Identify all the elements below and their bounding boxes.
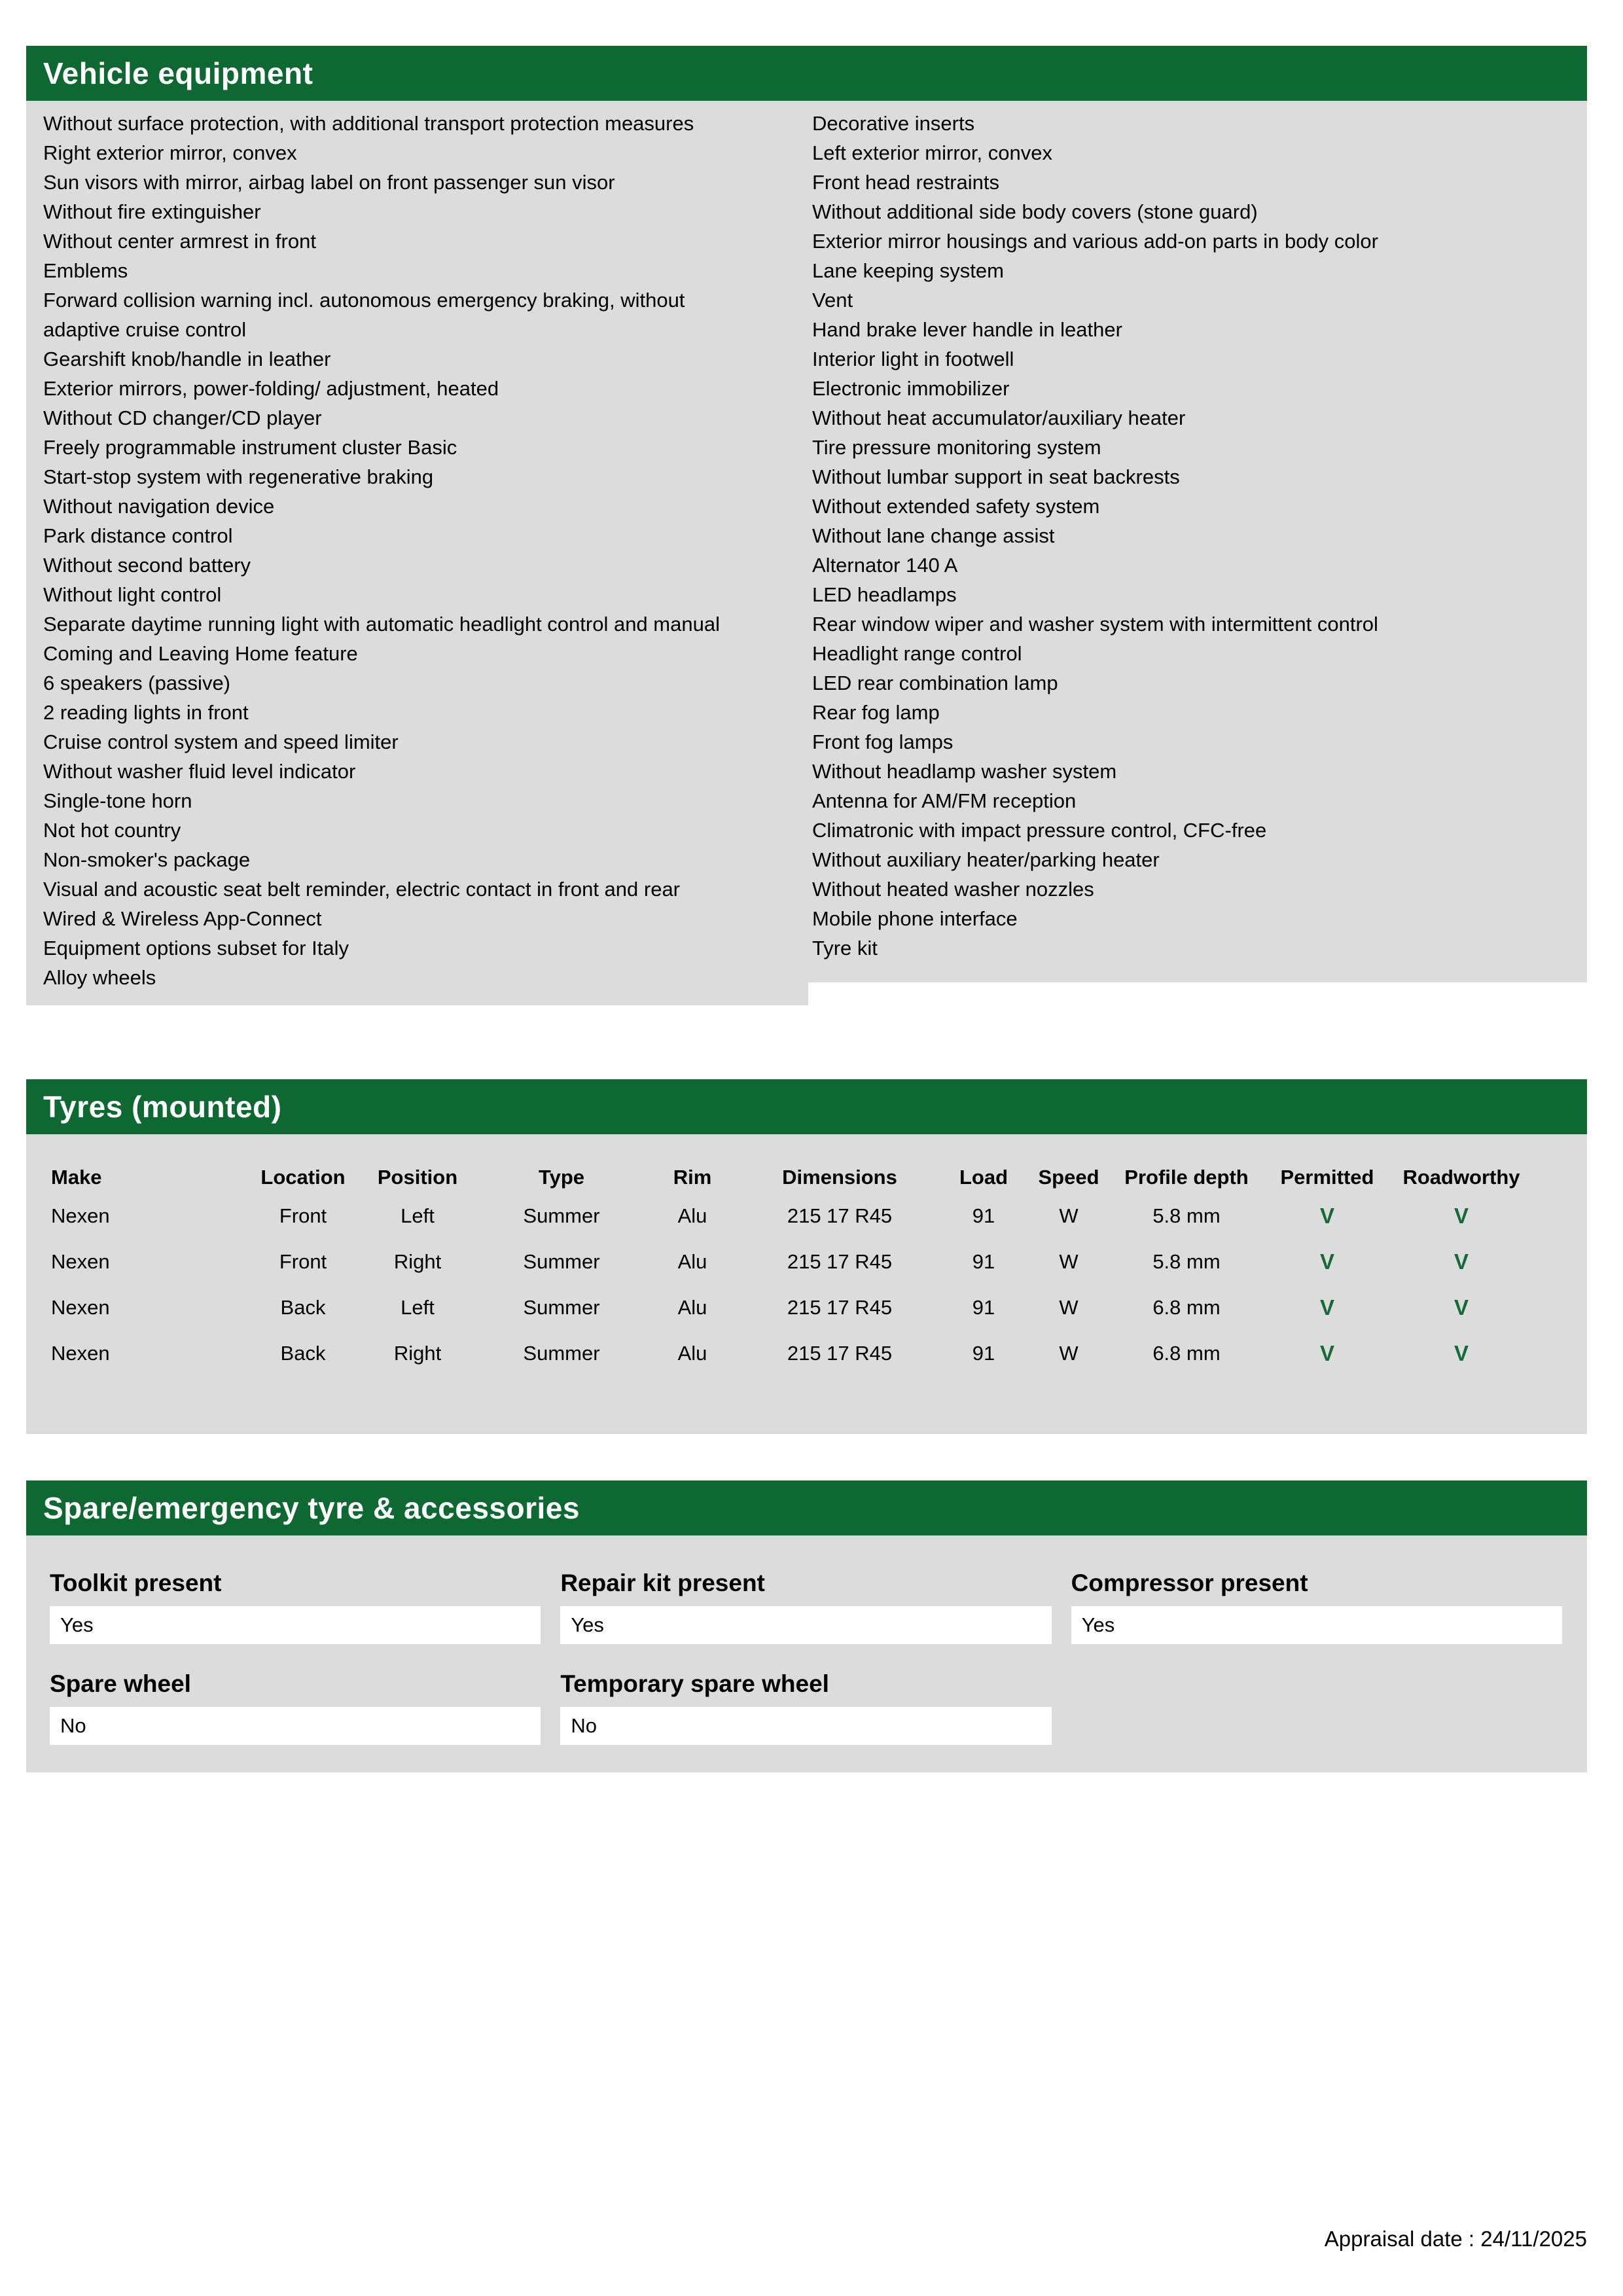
spare-field-value-box: No: [560, 1707, 1051, 1745]
spare-field: [50, 1570, 541, 1644]
equipment-item: 6 speakers (passive): [43, 672, 231, 694]
equipment-item: Non-smoker's package: [43, 848, 251, 871]
tyre-type-cell: Summer: [523, 1250, 600, 1273]
equipment-item: Decorative inserts: [812, 112, 975, 135]
spare-field-value-box: Yes: [560, 1606, 1051, 1644]
equipment-item: Antenna for AM/FM reception: [812, 789, 1077, 812]
spare-section-title: Spare/emergency tyre & accessories: [43, 1491, 580, 1525]
tyre-dimensions-cell: 215 17 R45: [787, 1296, 893, 1319]
tyre-load-cell: 91: [972, 1342, 995, 1365]
tyres-table-row: [51, 1285, 1530, 1331]
spare-field: [50, 1670, 541, 1745]
spare-section-header: [26, 1480, 1587, 1535]
tyre-rim-cell: Alu: [677, 1250, 707, 1273]
tyre-dimensions-cell: 215 17 R45: [787, 1204, 893, 1227]
tyre-make-cell: Nexen: [51, 1250, 110, 1273]
equipment-item: Without surface protection, with additional transport protection measures: [43, 112, 694, 135]
roadworthy-check-mark: V: [1454, 1204, 1469, 1228]
equipment-item: Without lumbar support in seat backrests: [812, 465, 1180, 488]
tyres-column-header-dimensions: Dimensions: [782, 1166, 897, 1189]
tyre-speed-cell: W: [1059, 1204, 1079, 1227]
tyre-load-cell: 91: [972, 1250, 995, 1273]
tyre-speed-cell: W: [1059, 1296, 1079, 1319]
equipment-item: Equipment options subset for Italy: [43, 937, 349, 960]
equipment-item: Cruise control system and speed limiter: [43, 730, 399, 753]
section-spare-emergency-tyre: [26, 1480, 1587, 1772]
tyre-speed-cell: W: [1059, 1250, 1079, 1273]
equipment-item: Start-stop system with regenerative braking: [43, 465, 434, 488]
tyres-table: [51, 1162, 1530, 1376]
tyre-type-cell: Summer: [523, 1342, 600, 1365]
tyre-dimensions-cell: 215 17 R45: [787, 1250, 893, 1273]
permitted-check-mark: V: [1319, 1204, 1334, 1228]
appraisal-date: Appraisal date : 24/11/2025: [1324, 2227, 1587, 2251]
equipment-item: Sun visors with mirror, airbag label on front passenger sun visor: [43, 171, 615, 194]
roadworthy-check-mark: V: [1454, 1341, 1469, 1365]
tyres-column-header-rim: Rim: [673, 1166, 712, 1189]
tyre-profile-depth-cell: 5.8 mm: [1152, 1204, 1221, 1227]
spare-field-value-box: Yes: [1071, 1606, 1562, 1644]
spare-field-value-box: No: [50, 1707, 541, 1745]
spare-field-label: Toolkit present: [50, 1570, 222, 1596]
equipment-item: Hand brake lever handle in leather: [812, 318, 1122, 341]
tyre-speed-cell: W: [1059, 1342, 1079, 1365]
tyres-title: Tyres (mounted): [43, 1090, 282, 1124]
tyre-make-cell: Nexen: [51, 1296, 110, 1319]
tyres-column-header-location: Location: [260, 1166, 346, 1189]
equipment-item: Without headlamp washer system: [812, 760, 1117, 783]
tyres-column-header-permitted: Permitted: [1280, 1166, 1374, 1189]
equipment-item: Mobile phone interface: [812, 907, 1018, 930]
equipment-item: Electronic immobilizer: [812, 377, 1010, 400]
equipment-item: Emblems: [43, 259, 128, 282]
roadworthy-check-mark: V: [1454, 1295, 1469, 1319]
equipment-item: Gearshift knob/handle in leather: [43, 348, 331, 370]
equipment-item: Wired & Wireless App-Connect: [43, 907, 322, 930]
equipment-item: Without light control: [43, 583, 222, 606]
spare-field-value-box: Yes: [50, 1606, 541, 1644]
spare-field-label: Repair kit present: [560, 1570, 765, 1596]
tyres-table-row: [51, 1331, 1530, 1376]
section-tyres-mounted: [26, 1079, 1587, 1434]
tyres-column-header-make: Make: [51, 1166, 102, 1189]
equipment-item: Without CD changer/CD player: [43, 406, 322, 429]
tyre-type-cell: Summer: [523, 1204, 600, 1227]
tyre-type-cell: Summer: [523, 1296, 600, 1319]
equipment-item: Park distance control: [43, 524, 233, 547]
permitted-check-mark: V: [1319, 1249, 1334, 1274]
equipment-item: Visual and acoustic seat belt reminder, electric contact in front and rear: [43, 878, 681, 901]
equipment-item: Front fog lamps: [812, 730, 954, 753]
equipment-item: Without second battery: [43, 554, 251, 577]
tyre-location-cell: Front: [279, 1204, 327, 1227]
equipment-left-column: [26, 101, 808, 1005]
permitted-check-mark: V: [1319, 1295, 1334, 1319]
equipment-item: Climatronic with impact pressure control, CFC-free: [812, 819, 1267, 842]
tyre-rim-cell: Alu: [677, 1204, 707, 1227]
tyres-column-header-position: Position: [377, 1166, 458, 1189]
equipment-item: Freely programmable instrument cluster Basic: [43, 436, 457, 459]
equipment-item: Tire pressure monitoring system: [812, 436, 1101, 459]
tyre-profile-depth-cell: 6.8 mm: [1152, 1296, 1221, 1319]
equipment-item: Separate daytime running light with automatic headlight control and manual: [43, 613, 720, 636]
equipment-item: Rear fog lamp: [812, 701, 940, 724]
tyres-table-row: [51, 1239, 1530, 1285]
equipment-item: Alternator 140 A: [812, 554, 958, 577]
tyre-location-cell: Back: [280, 1342, 326, 1365]
equipment-columns: [26, 101, 1587, 1005]
tyre-make-cell: Nexen: [51, 1204, 110, 1227]
tyre-location-cell: Back: [280, 1296, 326, 1319]
tyre-make-cell: Nexen: [51, 1342, 110, 1365]
equipment-item: Exterior mirror housings and various add-on parts in body color: [812, 230, 1378, 253]
tyre-position-cell: Right: [393, 1250, 442, 1273]
tyre-position-cell: Left: [401, 1204, 435, 1227]
tyres-column-header-profile-depth: Profile depth: [1124, 1166, 1249, 1189]
tyre-dimensions-cell: 215 17 R45: [787, 1342, 893, 1365]
tyres-column-header-load: Load: [959, 1166, 1008, 1189]
equipment-item: LED headlamps: [812, 583, 957, 606]
equipment-item: Without auxiliary heater/parking heater: [812, 848, 1160, 871]
equipment-item: Right exterior mirror, convex: [43, 141, 297, 164]
spare-field-label: Compressor present: [1071, 1570, 1308, 1596]
equipment-item: Front head restraints: [812, 171, 1000, 194]
equipment-item: Coming and Leaving Home feature: [43, 642, 358, 665]
equipment-item: Headlight range control: [812, 642, 1022, 665]
spare-field-label: Spare wheel: [50, 1670, 191, 1697]
equipment-item: Without navigation device: [43, 495, 275, 518]
spare-field: [560, 1670, 1051, 1745]
tyres-column-header-roadworthy: Roadworthy: [1402, 1166, 1520, 1189]
equipment-item: adaptive cruise control: [43, 318, 247, 341]
roadworthy-check-mark: V: [1454, 1249, 1469, 1274]
equipment-item: LED rear combination lamp: [812, 672, 1058, 694]
equipment-item: Without washer fluid level indicator: [43, 760, 356, 783]
tyre-position-cell: Left: [401, 1296, 435, 1319]
spare-field-label: Temporary spare wheel: [560, 1670, 829, 1697]
tyre-rim-cell: Alu: [677, 1342, 707, 1365]
tyres-column-header-type: Type: [538, 1166, 585, 1189]
tyres-table-row: [51, 1193, 1530, 1239]
spare-fields-grid: [26, 1535, 1587, 1772]
vehicle-equipment-section-header: [26, 46, 1587, 101]
tyres-table-header-row: [51, 1162, 1530, 1193]
tyre-profile-depth-cell: 6.8 mm: [1152, 1342, 1221, 1365]
equipment-item: Rear window wiper and washer system with intermittent control: [812, 613, 1378, 636]
equipment-item: Tyre kit: [812, 937, 878, 960]
equipment-item: Exterior mirrors, power-folding/ adjustment, heated: [43, 377, 499, 400]
spare-field: [1071, 1570, 1562, 1644]
tyres-section-header: [26, 1079, 1587, 1134]
vehicle-equipment-title: Vehicle equipment: [43, 56, 313, 90]
equipment-item: Left exterior mirror, convex: [812, 141, 1052, 164]
tyre-location-cell: Front: [279, 1250, 327, 1273]
equipment-item: Forward collision warning incl. autonomous emergency braking, without: [43, 289, 685, 312]
equipment-item: Without additional side body covers (stone guard): [812, 200, 1258, 223]
equipment-item: 2 reading lights in front: [43, 701, 249, 724]
tyre-load-cell: 91: [972, 1204, 995, 1227]
equipment-item: Without center armrest in front: [43, 230, 316, 253]
tyre-position-cell: Right: [393, 1342, 442, 1365]
section-vehicle-equipment: [26, 46, 1587, 1005]
equipment-item: Interior light in footwell: [812, 348, 1014, 370]
equipment-item: Without heat accumulator/auxiliary heater: [812, 406, 1186, 429]
equipment-item: Single-tone horn: [43, 789, 192, 812]
tyre-rim-cell: Alu: [677, 1296, 707, 1319]
tyre-profile-depth-cell: 5.8 mm: [1152, 1250, 1221, 1273]
permitted-check-mark: V: [1319, 1341, 1334, 1365]
equipment-item: Without fire extinguisher: [43, 200, 261, 223]
equipment-item: Alloy wheels: [43, 966, 156, 989]
equipment-item: Without extended safety system: [812, 495, 1100, 518]
tyres-column-header-speed: Speed: [1038, 1166, 1099, 1189]
tyres-table-block: [26, 1134, 1587, 1434]
equipment-item: Lane keeping system: [812, 259, 1004, 282]
equipment-item: Not hot country: [43, 819, 181, 842]
equipment-item: Without lane change assist: [812, 524, 1055, 547]
equipment-right-column: [808, 101, 1587, 982]
equipment-item: Vent: [812, 289, 853, 312]
equipment-item: Without heated washer nozzles: [812, 878, 1094, 901]
spare-field: [560, 1570, 1051, 1644]
tyre-load-cell: 91: [972, 1296, 995, 1319]
